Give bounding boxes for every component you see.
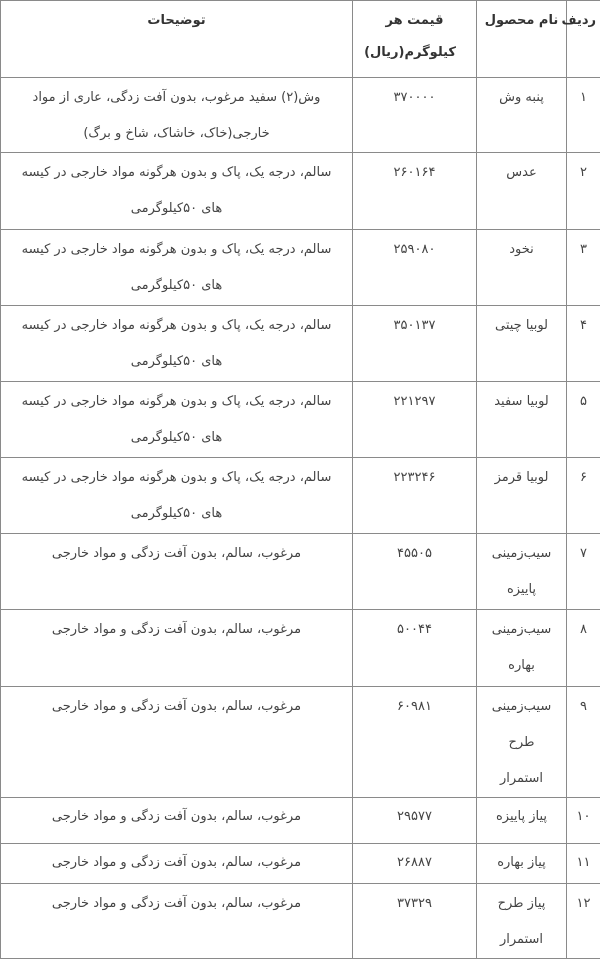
description-cell: سالم، درجه یک، پاک و بدون هرگونه مواد خارجی در کیسه های ۵۰کیلوگرمی [1, 153, 353, 230]
price-cell: ۲۵۹۰۸۰ [353, 230, 477, 306]
price-cell: ۲۲۱۲۹۷ [353, 382, 477, 458]
row-index: ۱۲ [567, 884, 600, 959]
description-cell: سالم، درجه یک، پاک و بدون هرگونه مواد خارجی در کیسه های ۵۰کیلوگرمی [1, 230, 353, 306]
description-cell: مرغوب، سالم، بدون آفت زدگی و مواد خارجی [1, 610, 353, 687]
description-cell: مرغوب، سالم، بدون آفت زدگی و مواد خارجی [1, 798, 353, 844]
price-cell: ۳۷۳۲۹ [353, 884, 477, 959]
product-name: پیاز طرح استمرار [477, 884, 567, 959]
product-name: پیاز بهاره [477, 844, 567, 884]
product-name: سیب‌زمینی بهاره [477, 610, 567, 687]
product-name: سیب‌زمینی پاییزه [477, 534, 567, 610]
row-index: ۴ [567, 306, 600, 382]
description-cell: مرغوب، سالم، بدون آفت زدگی و مواد خارجی [1, 884, 353, 959]
table-row [1, 78, 600, 153]
description-cell: مرغوب، سالم، بدون آفت زدگی و مواد خارجی [1, 687, 353, 798]
table-row [1, 230, 600, 306]
description-cell: سالم، درجه یک، پاک و بدون هرگونه مواد خارجی در کیسه های ۵۰کیلوگرمی [1, 458, 353, 534]
price-cell: ۴۵۵۰۵ [353, 534, 477, 610]
product-name: لوبیا چیتی [477, 306, 567, 382]
price-cell: ۳۷۰۰۰۰ [353, 78, 477, 153]
row-index: ۵ [567, 382, 600, 458]
header-row [1, 1, 600, 78]
row-index: ۳ [567, 230, 600, 306]
row-index: ۲ [567, 153, 600, 230]
table-row [1, 798, 600, 844]
price-cell: ۳۵۰۱۳۷ [353, 306, 477, 382]
table-row [1, 884, 600, 959]
description-cell: مرغوب، سالم، بدون آفت زدگی و مواد خارجی [1, 844, 353, 884]
table-row [1, 844, 600, 884]
table-row [1, 610, 600, 687]
price-cell: ۵۰۰۴۴ [353, 610, 477, 687]
product-name: نخود [477, 230, 567, 306]
table-row [1, 306, 600, 382]
description-cell: سالم، درجه یک، پاک و بدون هرگونه مواد خارجی در کیسه های ۵۰کیلوگرمی [1, 382, 353, 458]
product-name: لوبیا قرمز [477, 458, 567, 534]
description-cell: سالم، درجه یک، پاک و بدون هرگونه مواد خارجی در کیسه های ۵۰کیلوگرمی [1, 306, 353, 382]
row-index: ۱۰ [567, 798, 600, 844]
product-name: پنبه وش [477, 78, 567, 153]
row-index: ۱۱ [567, 844, 600, 884]
description-cell: مرغوب، سالم، بدون آفت زدگی و مواد خارجی [1, 534, 353, 610]
price-cell: ۲۶۸۸۷ [353, 844, 477, 884]
row-index: ۱ [567, 78, 600, 153]
row-index: ۹ [567, 687, 600, 798]
product-name: لوبیا سفید [477, 382, 567, 458]
header-price: قیمت هر کیلوگرم(ریال) [353, 1, 477, 78]
description-cell: وش(۲) سفید مرغوب، بدون آفت زدگی، عاری از مواد خارجی(خاک، خاشاک، شاخ و برگ) [1, 78, 353, 153]
header-name: نام محصول [477, 1, 567, 78]
row-index: ۶ [567, 458, 600, 534]
table-row [1, 382, 600, 458]
price-cell: ۶۰۹۸۱ [353, 687, 477, 798]
table-row [1, 534, 600, 610]
price-cell: ۲۹۵۷۷ [353, 798, 477, 844]
header-desc: توضیحات [1, 1, 353, 78]
table-row [1, 153, 600, 230]
row-index: ۷ [567, 534, 600, 610]
product-name: پیاز پاییزه [477, 798, 567, 844]
price-cell: ۲۲۳۲۴۶ [353, 458, 477, 534]
table-row [1, 458, 600, 534]
table-row [1, 687, 600, 798]
row-index: ۸ [567, 610, 600, 687]
price-cell: ۲۶۰۱۶۴ [353, 153, 477, 230]
header-index: ردیف [567, 1, 600, 78]
product-name: عدس [477, 153, 567, 230]
product-name: سیب‌زمینی طرح استمرار [477, 687, 567, 798]
